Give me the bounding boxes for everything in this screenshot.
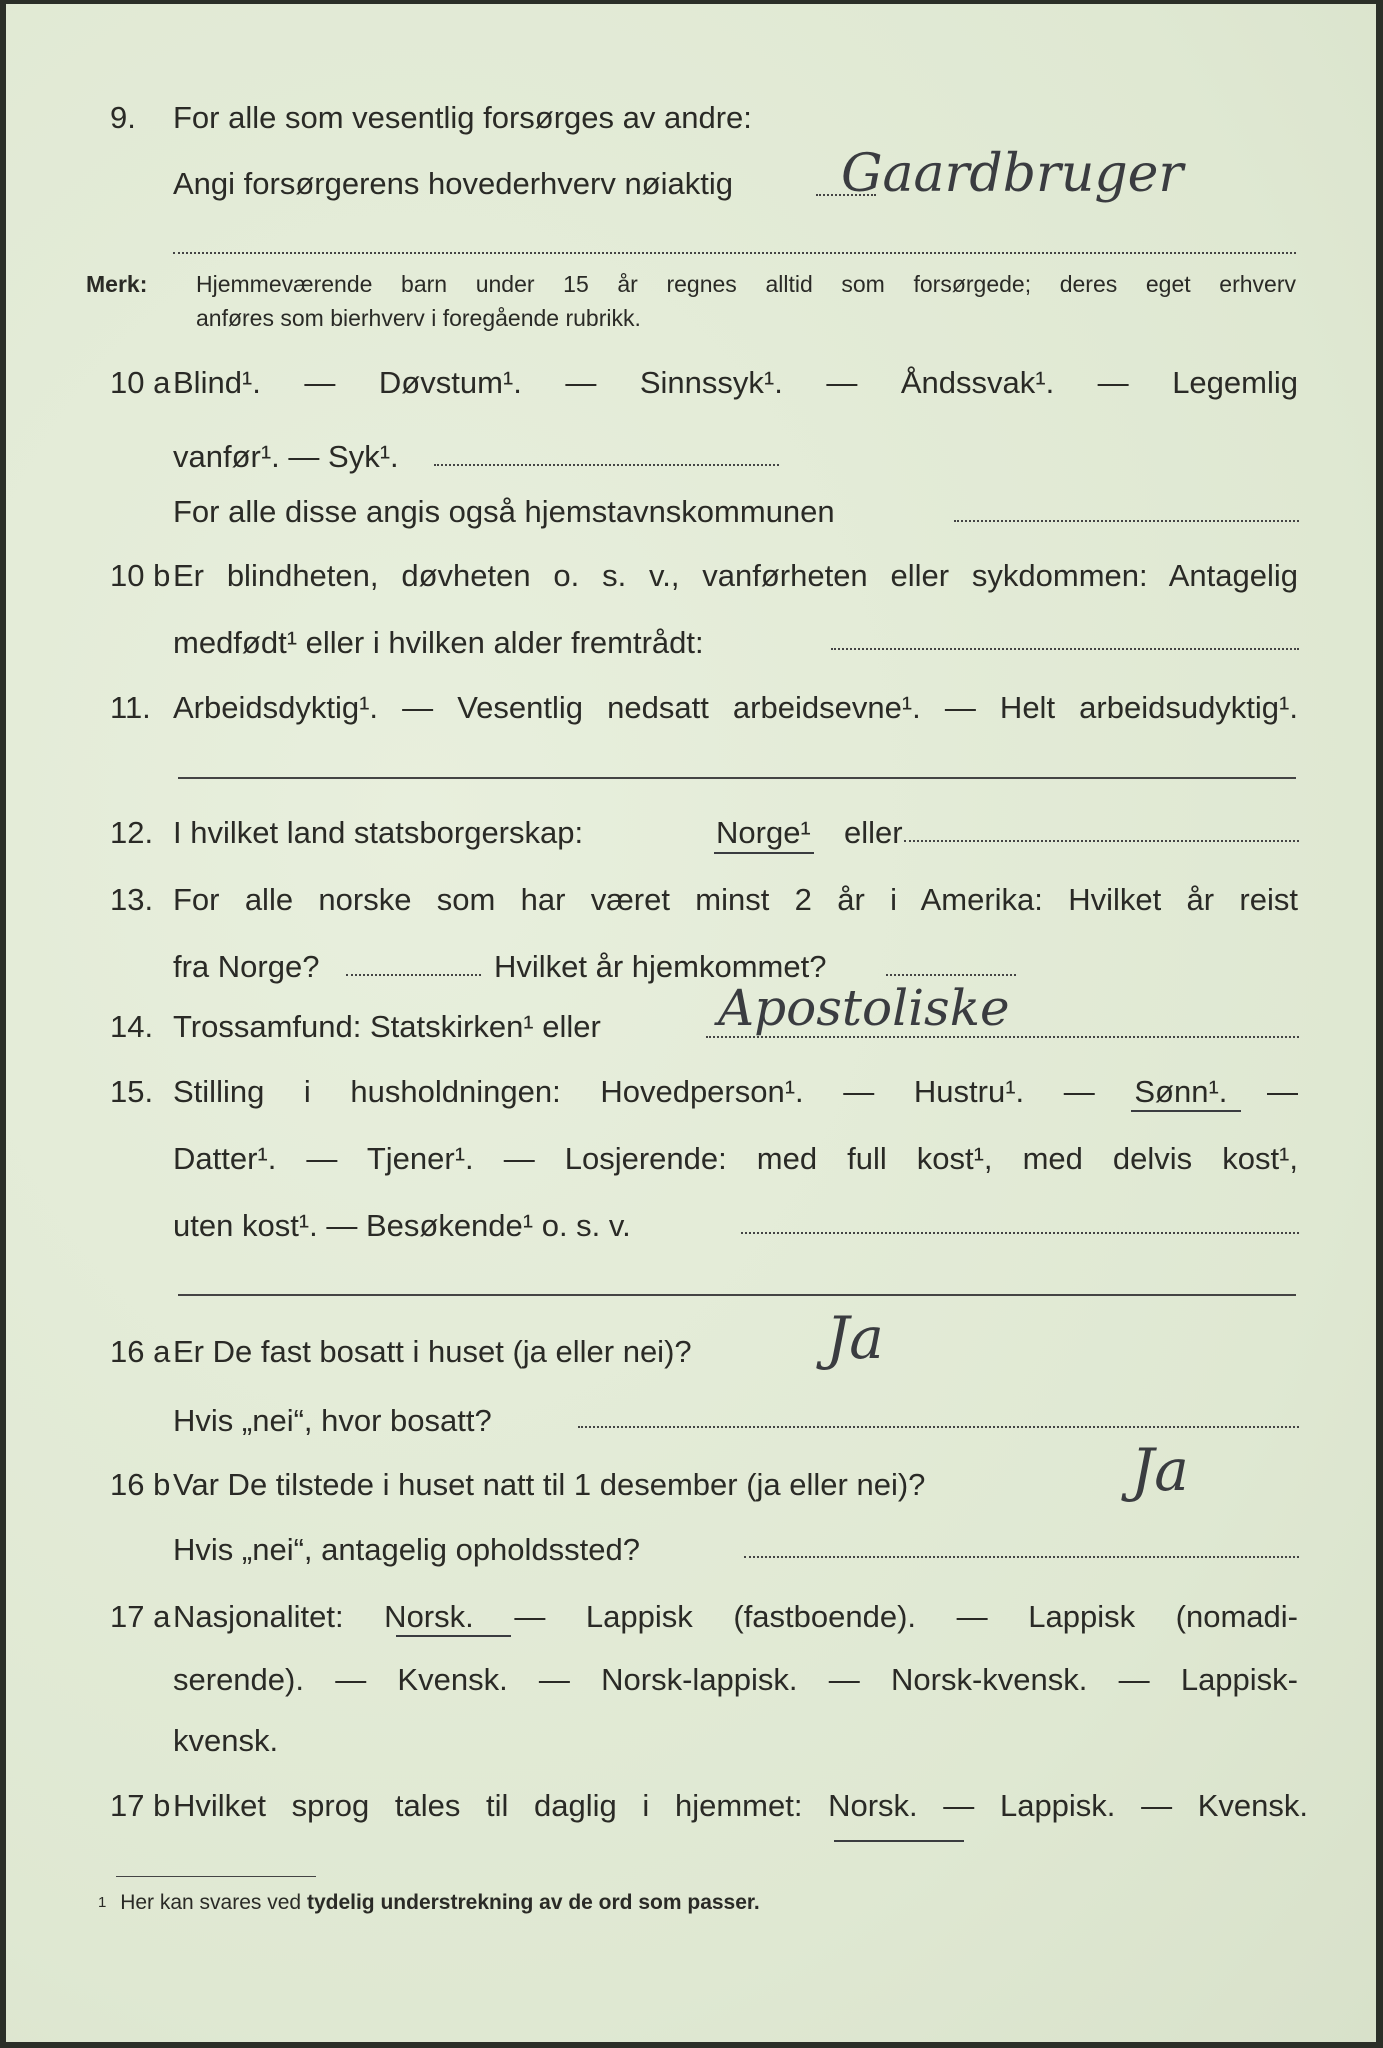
q15-line1: Stilling i husholdningen: Hovedperson¹. — Hustru¹. — Sønn¹. —	[173, 1074, 1298, 1109]
census-form-page	[6, 4, 1376, 2042]
q17a-line2: serende). — Kvensk. — Norsk-lappisk. — Norsk-kvensk. — Lappisk-	[173, 1662, 1298, 1697]
q13-line1: For alle norske som har været minst 2 år i Amerika: Hvilket år reist	[173, 882, 1298, 917]
q11-number: 11.	[110, 690, 151, 725]
q16b-handwritten-answer: Ja	[1131, 1436, 1189, 1504]
q17a-number: 17 a	[110, 1599, 171, 1634]
q13-number: 13.	[110, 882, 154, 917]
q14-handwritten-answer: Apostoliske	[718, 979, 1010, 1037]
q10a-line1: Blind¹. — Døvstum¹. — Sinnssyk¹. — Åndssvak¹. — Legemlig	[173, 365, 1298, 400]
q15-answer-line	[741, 1232, 1299, 1234]
q17a-line1: Nasjonalitet: Norsk. — Lappisk (fastboende). — Lappisk (nomadi-	[173, 1599, 1298, 1634]
q9-handwritten-answer: Gaardbruger	[841, 144, 1184, 204]
q10b-line2: medfødt¹ eller i hvilken alder fremtrådt:	[173, 625, 704, 660]
q16b-line1: Var De tilstede i huset natt til 1 desember (ja eller nei)?	[173, 1467, 926, 1502]
footnote-bold-text: tydelig understrekning av de ord som passer.	[306, 1891, 760, 1914]
q10b-answer-line	[831, 648, 1299, 650]
q15-sonn-underline	[1131, 1110, 1241, 1112]
q16a-answer-line	[578, 1426, 1299, 1428]
q14-number: 14.	[110, 1009, 154, 1044]
q12-norge-underline	[714, 852, 814, 854]
q9-line2: Angi forsørgerens hovederhverv nøiaktig	[173, 166, 733, 201]
q9-extra-line	[173, 252, 1296, 254]
q16a-number: 16 a	[110, 1334, 171, 1369]
footnote-divider	[116, 1876, 316, 1877]
q11-line1: Arbeidsdyktig¹. — Vesentlig nedsatt arbeidsevne¹. — Helt arbeidsudyktig¹.	[173, 690, 1298, 725]
q14-line1: Trossamfund: Statskirken¹ eller	[173, 1009, 601, 1044]
q13-return-year-line	[886, 974, 1016, 976]
merk-line1: Hjemmeværende barn under 15 år regnes alltid som forsørgede; deres eget erhverv	[196, 271, 1296, 297]
merk-label: Merk:	[86, 271, 148, 297]
q17b-number: 17 b	[110, 1788, 171, 1823]
q10a-line3: For alle disse angis også hjemstavnskommunen	[173, 494, 835, 529]
q16b-line2: Hvis „nei“, antagelig opholdssted?	[173, 1532, 640, 1567]
q17b-norsk-underline	[834, 1840, 964, 1842]
q10a-answer-line	[434, 464, 779, 466]
q17b-line1: Hvilket sprog tales til daglig i hjemmet: Norsk. — Lappisk. — Kvensk.	[173, 1788, 1308, 1823]
q12-option-norge: Norge¹	[716, 815, 811, 850]
q10a-hometown-line	[954, 520, 1299, 522]
q13-line2b: Hvilket år hjemkommet?	[494, 949, 827, 984]
q16a-line2: Hvis „nei“, hvor bosatt?	[173, 1403, 492, 1438]
q16a-handwritten-answer: Ja	[826, 1304, 884, 1372]
q13-line2a: fra Norge?	[173, 949, 320, 984]
q10b-number: 10 b	[110, 558, 171, 593]
q12-line1: I hvilket land statsborgerskap:	[173, 815, 584, 850]
q15-extra-line	[178, 1294, 1296, 1296]
q12-answer-line	[904, 840, 1299, 842]
q10b-line1: Er blindheten, døvheten o. s. v., vanførheten eller sykdommen: Antagelig	[173, 558, 1298, 593]
footnote-mark: 1	[98, 1894, 107, 1911]
q10a-number: 10 a	[110, 365, 171, 400]
q17a-norsk-underline	[396, 1635, 511, 1637]
footnote-plain-text: Her kan svares ved	[120, 1891, 302, 1914]
q15-number: 15.	[110, 1074, 154, 1109]
q10a-line2: vanfør¹. — Syk¹.	[173, 439, 399, 474]
q15-line2: Datter¹. — Tjener¹. — Losjerende: med full kost¹, med delvis kost¹,	[173, 1141, 1298, 1176]
merk-line2: anføres som bierhverv i foregående rubrikk.	[196, 305, 641, 331]
q15-line3: uten kost¹. — Besøkende¹ o. s. v.	[173, 1208, 631, 1243]
q13-left-year-line	[346, 974, 481, 976]
q12-number: 12.	[110, 815, 154, 850]
q12-eller: eller	[844, 815, 903, 850]
q9-line1: For alle som vesentlig forsørges av andre:	[173, 100, 752, 135]
q9-number: 9.	[110, 100, 136, 135]
q16b-number: 16 b	[110, 1467, 171, 1502]
q17a-line3: kvensk.	[173, 1723, 279, 1758]
footnote	[98, 1889, 760, 1917]
q16a-line1: Er De fast bosatt i huset (ja eller nei)?	[173, 1334, 692, 1369]
q16b-answer-line	[744, 1556, 1299, 1558]
q11-answer-line	[178, 777, 1296, 779]
